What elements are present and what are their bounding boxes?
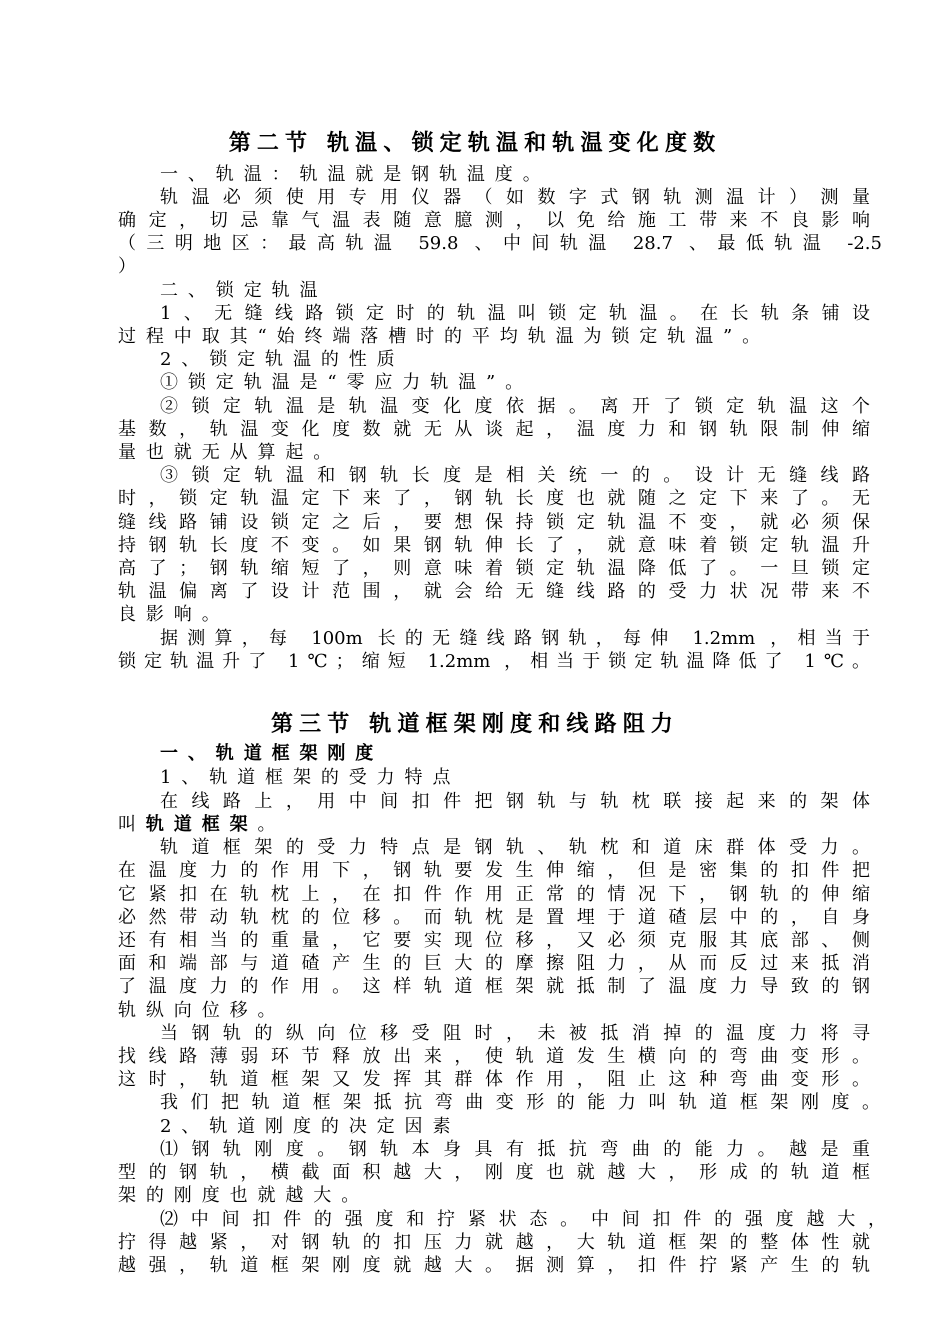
paragraph-line: 轨纵向位移。 — [118, 1000, 286, 1021]
paragraph-line: 1、无缝线路锁定时的轨温叫锁定轨温。在长轨条铺设 — [160, 303, 870, 324]
paragraph-line: 锁定轨温升了 1℃；缩短 1.2mm ，相当于锁定轨温降低了 1℃。 — [118, 651, 870, 672]
paragraph-line: 当钢轨的纵向位移受阻时，未被抵消掉的温度力将寻 — [160, 1023, 870, 1044]
term-track-frame: 轨道框架 — [145, 814, 258, 835]
paragraph-line — [118, 813, 870, 836]
text-run: 。 — [257, 814, 286, 835]
paragraph-line: 架的刚度也就越大。 — [118, 1185, 370, 1206]
paragraph-line: ⑴钢轨刚度。钢轨本身具有抵抗弯曲的能力。越是重 — [160, 1139, 870, 1160]
paragraph-line: ⑵中间扣件的强度和拧紧状态。中间扣件的强度越大， — [160, 1209, 886, 1230]
paragraph-line: 它紧扣在轨枕上，在扣件作用正常的情况下，钢轨的伸缩 — [118, 884, 870, 905]
paragraph-line: 据测算，每 100m 长的无缝线路钢轨，每伸 1.2mm ，相当于 — [160, 628, 870, 649]
paragraph-line: 基数，轨温变化度数就无从谈起，温度力和钢轨限制伸缩 — [118, 419, 870, 440]
paragraph-line: 量也就无从算起。 — [118, 442, 342, 463]
paragraph-line: ①锁定轨温是“零应力轨温”。 — [160, 372, 534, 393]
paragraph-line: 2、轨道刚度的决定因素 — [160, 1116, 461, 1137]
paragraph-line: ②锁定轨温是轨温变化度依据。离开了锁定轨温这个 — [160, 396, 870, 417]
paragraph-line: 了温度力的作用。这样轨道框架就抵制了温度力导致的钢 — [118, 976, 870, 997]
paragraph-line: 还有相当的重量，它要实现位移，又必须克服其底部、侧 — [118, 930, 870, 951]
paragraph-line: 在温度力的作用下，钢轨要发生伸缩，但是密集的扣件把 — [118, 860, 870, 881]
paragraph-line: 一、轨温：轨温就是钢轨温度。 — [160, 164, 551, 185]
subheading-frame-stiffness: 一、轨道框架刚度 — [160, 743, 384, 764]
subheading-locking-temperature: 二、锁定轨温 — [160, 280, 328, 301]
paragraph-line: 时，锁定轨温定下来了，钢轨长度也就随之定下来了。无 — [118, 488, 870, 509]
paragraph-line: 确定，切忌靠气温表随意臆测，以免给施工带来不良影响 — [118, 210, 870, 231]
paragraph-line: 越强，轨道框架刚度就越大。据测算，扣件拧紧产生的轨 — [118, 1255, 870, 1276]
paragraph-line: 轨温必须使用专用仪器（如数字式钢轨测温计）测量 — [160, 187, 870, 208]
paragraph-line: 这时，轨道框架又发挥其群体作用，阻止这种弯曲变形。 — [118, 1069, 870, 1090]
paragraph-line: 缝线路铺设锁定之后，要想保持锁定轨温不变，就必须保 — [118, 512, 870, 533]
paragraph-line: 高了；钢轨缩短了，则意味着锁定轨温降低了。一旦锁定 — [118, 558, 870, 579]
paragraph-line: 轨道框架的受力特点是钢轨、轨枕和道床群体受力。 — [160, 837, 870, 858]
paragraph-line: 我们把轨道框架抵抗弯曲变形的能力叫轨道框架刚度。 — [160, 1092, 880, 1113]
paragraph-line: 在线路上，用中间扣件把钢轨与轨枕联接起来的架体 — [160, 791, 870, 812]
paragraph-line: 持钢轨长度不变。如果钢轨伸长了，就意味着锁定轨温升 — [118, 535, 870, 556]
section-2-title: 第二节 轨温、锁定轨温和轨温变化度数 — [228, 131, 722, 156]
paragraph-line: 拧得越紧，对钢轨的扣压力就越，大轨道框架的整体性就 — [118, 1232, 870, 1253]
paragraph-line: 必然带动轨枕的位移。而轨枕是置埋于道碴层中的，自身 — [118, 907, 870, 928]
paragraph-line: ③锁定轨温和钢轨长度是相关统一的。设计无缝线路 — [160, 465, 870, 486]
text-run: 叫 — [118, 814, 146, 835]
paragraph-line: 2、锁定轨温的性质 — [160, 349, 405, 370]
paragraph-line: 面和端部与道碴产生的巨大的摩擦阻力，从而反过来抵消 — [118, 953, 870, 974]
paragraph-line: （三明地区：最高轨温 59.8 、中间轨温 28.7 、最低轨温 -2.5 — [118, 233, 882, 254]
paragraph-line: ） — [118, 256, 146, 277]
paragraph-line: 型的钢轨，横截面积越大，刚度也就越大，形成的轨道框 — [118, 1162, 870, 1183]
paragraph-line: 良影响。 — [118, 604, 230, 625]
paragraph-line: 轨温偏离了设计范围，就会给无缝线路的受力状况带来不 — [118, 581, 870, 602]
paragraph-line: 找线路薄弱环节释放出来，使轨道发生横向的弯曲变形。 — [118, 1046, 870, 1067]
paragraph-line: 过程中取其“始终端落槽时的平均轨温为锁定轨温”。 — [118, 326, 771, 347]
section-3-title: 第三节 轨道框架刚度和线路阻力 — [270, 712, 680, 737]
paragraph-line: 1、轨道框架的受力特点 — [160, 767, 461, 788]
